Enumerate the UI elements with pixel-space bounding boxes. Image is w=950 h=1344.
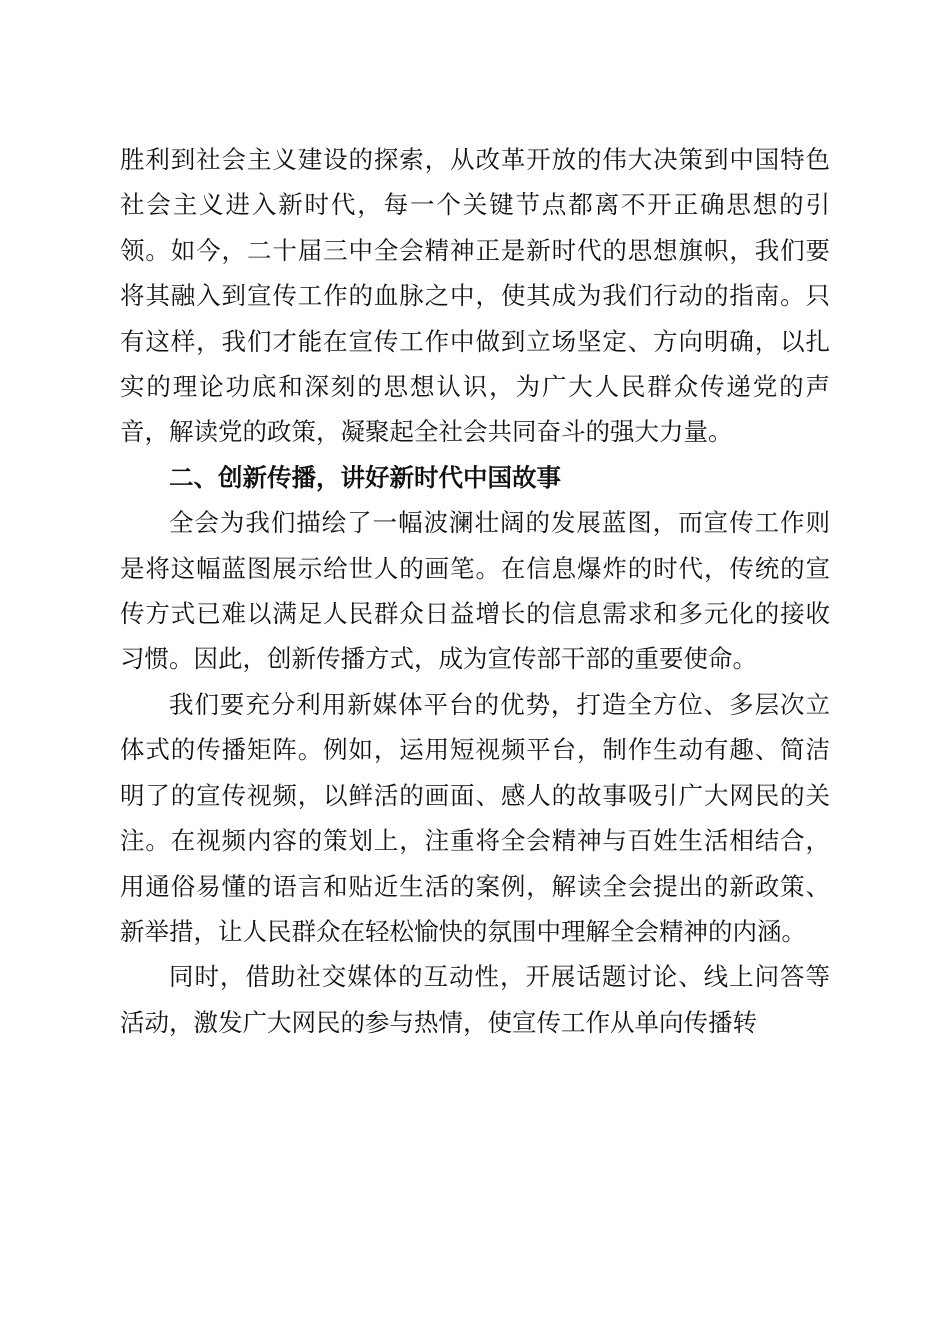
paragraph: 全会为我们描绘了一幅波澜壮阔的发展蓝图，而宣传工作则是将这幅蓝图展示给世人的画笔。在信息爆炸的时代，传统的宣传方式已难以满足人民群众日益增长的信息需求和多元化的接收习惯。因此，创新传播方式，成为宣传部干部的重要使命。 [120,508,830,674]
document-body [120,137,830,1045]
paragraph-continuation: 胜利到社会主义建设的探索，从改革开放的伟大决策到中国特色社会主义进入新时代，每一个关键节点都离不开正确思想的引领。如今，二十届三中全会精神正是新时代的思想旗帜，我们要将其融入到宣传工作的血脉之中，使其成为我们行动的指南。只有这样，我们才能在宣传工作中做到立场坚定、方向明确，以扎实的理论功底和深刻的思想认识，为广大人民群众传递党的声音，解读党的政策，凝聚起全社会共同奋斗的强大力量。 [120,145,830,447]
section-heading: 二、创新传播，讲好新时代中国故事 [169,462,561,492]
paragraph: 我们要充分利用新媒体平台的优势，打造全方位、多层次立体式的传播矩阵。例如，运用短视频平台，制作生动有趣、简洁明了的宣传视频，以鲜活的画面、感人的故事吸引广大网民的关注。在视频内容的策划上，注重将全会精神与百姓生活相结合，用通俗易懂的语言和贴近生活的案例，解读全会提出的新政策、新举措，让人民群众在轻松愉快的氛围中理解全会精神的内涵。 [120,689,830,946]
paragraph: 同时，借助社交媒体的互动性，开展话题讨论、线上问答等活动，激发广大网民的参与热情，使宣传工作从单向传播转 [120,962,830,1037]
